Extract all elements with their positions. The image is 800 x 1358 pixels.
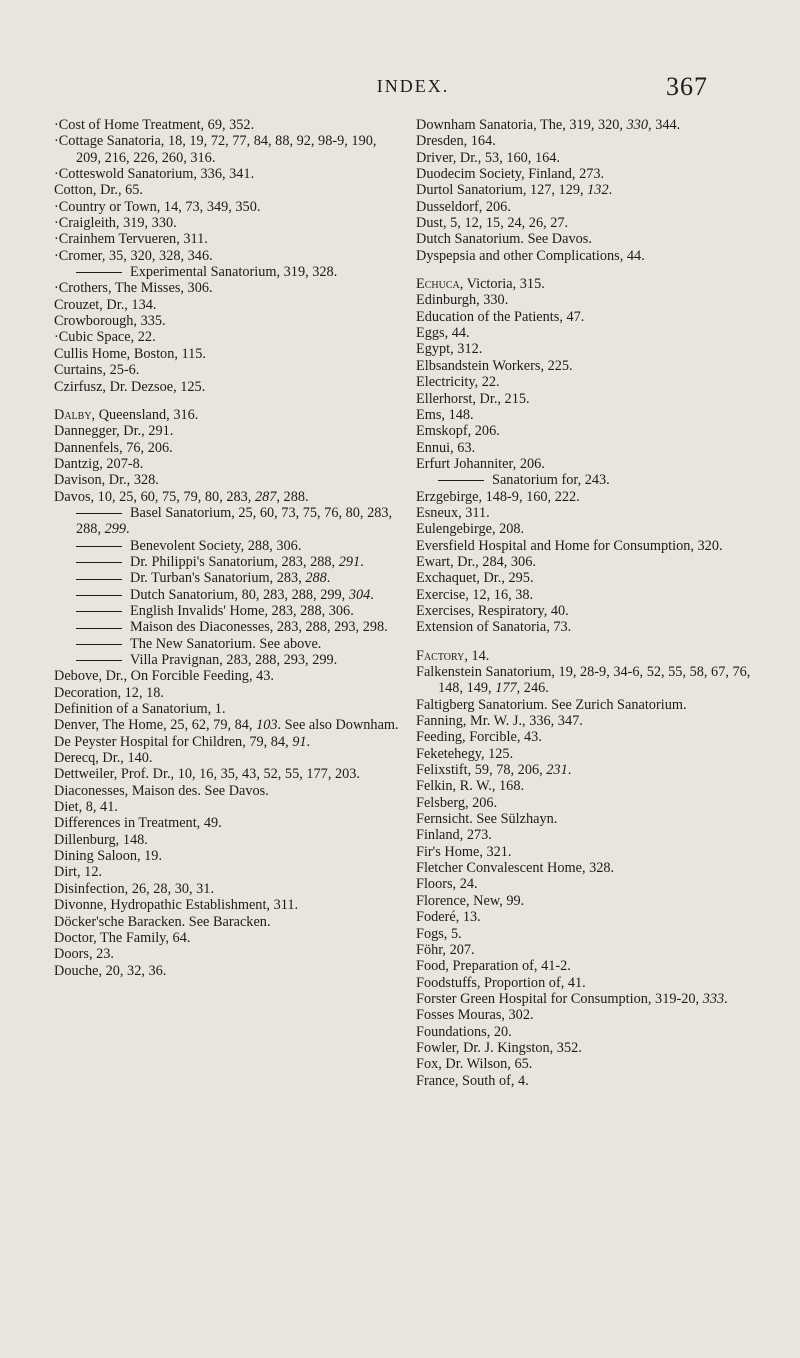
entry-text: Feeding, Forcible, 43. — [416, 729, 542, 746]
entry-text: ·Cotteswold Sanatorium, 336, 341. — [54, 166, 255, 183]
index-entry — [416, 909, 771, 925]
index-entry — [416, 117, 771, 133]
entry-tail: . — [724, 990, 728, 1007]
entry-text: Electricity, 22. — [416, 374, 500, 391]
entry-text: Elbsandstein Workers, 225. — [416, 357, 573, 374]
entry-text: Fletcher Convalescent Home, 328. — [416, 860, 615, 877]
index-entry — [54, 166, 402, 182]
index-entry — [416, 456, 771, 472]
entry-text: , Queensland, 316. — [91, 406, 199, 423]
entry-text: Decoration, 12, 18. — [54, 684, 164, 701]
index-entry — [54, 346, 402, 362]
entry-text: ·Craigleith, 319, 330. — [54, 215, 177, 232]
entry-text: Fowler, Dr. J. Kingston, 352. — [416, 1039, 582, 1056]
entry-text: Föhr, 207. — [416, 941, 475, 958]
index-entry — [416, 374, 771, 390]
index-entry — [54, 930, 402, 946]
entry-text: ·Cost of Home Treatment, 69, 352. — [54, 117, 255, 133]
index-entry — [54, 783, 402, 799]
entry-tail: , 288. — [276, 488, 309, 505]
index-entry — [54, 472, 402, 488]
entry-text: Divonne, Hydropathic Establishment, 311. — [54, 897, 299, 914]
repeat-dash — [76, 644, 122, 645]
index-entry — [416, 1056, 771, 1072]
entry-text: Dutch Sanatorium. See Davos. — [416, 231, 592, 248]
entry-text: Eversfield Hospital and Home for Consumption, 320. — [416, 537, 723, 554]
entry-text: Dining Saloon, 19. — [54, 848, 163, 865]
entry-head-smallcaps: Echuca — [416, 276, 460, 293]
index-subentry — [416, 472, 771, 488]
entry-tail: . — [567, 762, 572, 779]
index-column-left — [54, 117, 402, 979]
repeat-dash — [76, 660, 122, 661]
index-entry — [416, 975, 771, 991]
repeat-dash — [76, 611, 122, 612]
entry-text: Dr. Philippi's Sanatorium, 283, 288, — [130, 553, 339, 570]
entry-text: Crowborough, 335. — [54, 313, 166, 330]
index-entry — [54, 848, 402, 864]
index-entry — [54, 313, 402, 329]
entry-text: Felkin, R. W., 168. — [416, 778, 525, 795]
entry-text: Downham Sanatoria, The, 319, 320, — [416, 117, 627, 133]
index-entry — [416, 1073, 771, 1089]
index-entry — [54, 280, 402, 296]
entry-tail: . — [306, 733, 311, 750]
repeat-dash — [76, 628, 122, 629]
index-entry — [54, 734, 402, 750]
entry-text: De Peyster Hospital for Children, 79, 84, — [54, 733, 293, 750]
entry-text: Curtains, 25-6. — [54, 362, 140, 379]
entry-text: ·Cottage Sanatoria, 18, 19, 72, 77, 84, 88, 92, 98-9, 190, 209, 216, 226, 260, 316. — [54, 133, 377, 166]
index-entry — [54, 215, 402, 231]
entry-text: Ems, 148. — [416, 406, 474, 423]
index-entry — [54, 133, 402, 166]
index-entry — [416, 341, 771, 357]
entry-text: ·Cubic Space, 22. — [54, 329, 156, 346]
entry-tail: , 246. — [516, 680, 549, 697]
index-column-right — [416, 117, 771, 1089]
entry-page-italic: 177 — [495, 680, 517, 697]
entry-text: Douche, 20, 32, 36. — [54, 962, 167, 979]
entry-text: Dusseldorf, 206. — [416, 198, 511, 215]
entry-page-italic: 287 — [254, 488, 277, 505]
index-entry — [416, 746, 771, 762]
index-entry — [416, 603, 771, 619]
index-entry — [416, 133, 771, 149]
index-entry — [54, 881, 402, 897]
index-entry — [54, 864, 402, 880]
index-entry — [416, 554, 771, 570]
entry-text: Felixstift, 59, 78, 206, — [416, 762, 547, 779]
index-entry — [416, 1007, 771, 1023]
index-entry — [416, 844, 771, 860]
entry-text: Villa Pravignan, 283, 288, 293, 299. — [130, 652, 338, 668]
index-entry — [416, 697, 771, 713]
entry-text: ·Crainhem Tervueren, 311. — [54, 231, 208, 248]
index-entry — [54, 329, 402, 345]
index-subentry — [54, 619, 402, 635]
index-entry — [54, 231, 402, 247]
index-subentry — [54, 554, 402, 570]
entry-text: Fogs, 5. — [416, 925, 462, 942]
index-subentry — [54, 505, 402, 538]
index-entry — [54, 379, 402, 395]
index-entry — [416, 876, 771, 892]
repeat-dash — [76, 562, 122, 563]
index-entry — [416, 570, 771, 586]
entry-text: Forster Green Hospital for Consumption, 319-20, — [416, 990, 703, 1007]
index-entry — [54, 832, 402, 848]
entry-text: Dannenfels, 76, 206. — [54, 439, 173, 456]
entry-page-italic: 333 — [702, 990, 725, 1007]
entry-text: Fox, Dr. Wilson, 65. — [416, 1056, 533, 1073]
index-subentry — [54, 587, 402, 603]
entry-head-smallcaps: Dalby — [54, 406, 92, 423]
entry-text: Fanning, Mr. W. J., 336, 347. — [416, 713, 583, 730]
repeat-dash — [76, 595, 122, 596]
index-entry — [416, 391, 771, 407]
index-subentry — [54, 636, 402, 652]
entry-text: Fosses Mouras, 302. — [416, 1007, 534, 1024]
entry-page-italic: 299 — [104, 521, 127, 538]
entry-text: Dust, 5, 12, 15, 24, 26, 27. — [416, 215, 569, 232]
index-entry — [416, 215, 771, 231]
index-entry — [54, 799, 402, 815]
entry-tail: . — [360, 553, 364, 570]
index-entry — [416, 619, 771, 635]
index-entry — [416, 489, 771, 505]
entry-text: Exercise, 12, 16, 38. — [416, 586, 534, 603]
repeat-dash — [76, 579, 122, 580]
index-entry — [416, 811, 771, 827]
entry-tail: , 344. — [648, 117, 681, 133]
index-entry — [54, 489, 402, 505]
index-entry — [54, 897, 402, 913]
index-entry — [54, 685, 402, 701]
index-entry — [416, 991, 771, 1007]
entry-text: Florence, New, 99. — [416, 892, 525, 909]
index-entry — [54, 701, 402, 717]
index-entry — [416, 778, 771, 794]
page-number: 367 — [666, 72, 708, 101]
entry-tail: . See also Downham. — [277, 717, 399, 734]
entry-tail: . — [370, 586, 374, 603]
index-subentry — [54, 264, 402, 280]
entry-text: Floors, 24. — [416, 876, 478, 893]
entry-text: Doors, 23. — [54, 946, 114, 963]
entry-text: Falkenstein Sanatorium, 19, 28-9, 34-6, 52, 55, 58, 67, 76, 148, 149, — [416, 664, 751, 697]
entry-text: Felsberg, 206. — [416, 794, 498, 811]
entry-text: Duodecim Society, Finland, 273. — [416, 166, 605, 183]
entry-text: Derecq, Dr., 140. — [54, 750, 153, 767]
index-entry — [416, 762, 771, 778]
entry-text: Maison des Diaconesses, 283, 288, 293, 298. — [130, 619, 388, 636]
index-entry — [416, 276, 771, 292]
entry-text: English Invalids' Home, 283, 288, 306. — [130, 602, 354, 619]
entry-page-italic: 132 — [587, 182, 609, 199]
entry-text: Dirt, 12. — [54, 864, 103, 881]
entry-text: Education of the Patients, 47. — [416, 308, 585, 325]
entry-text: Dresden, 164. — [416, 133, 496, 150]
entry-page-italic: 330 — [626, 117, 649, 133]
index-entry — [54, 717, 402, 733]
index-entry — [416, 199, 771, 215]
index-entry — [54, 440, 402, 456]
entry-text: Doctor, The Family, 64. — [54, 929, 191, 946]
index-entry — [416, 325, 771, 341]
entry-text: Denver, The Home, 25, 62, 79, 84, — [54, 717, 257, 734]
entry-page-italic: 288 — [305, 570, 327, 587]
index-subentry — [54, 570, 402, 586]
entry-text: Experimental Sanatorium, 319, 328. — [130, 264, 338, 281]
entry-text: Erzgebirge, 148-9, 160, 222. — [416, 488, 580, 505]
entry-text: Eggs, 44. — [416, 325, 470, 342]
index-entry — [416, 248, 771, 264]
index-entry — [416, 150, 771, 166]
index-entry — [416, 166, 771, 182]
index-entry — [416, 827, 771, 843]
index-entry — [416, 1040, 771, 1056]
index-entry — [54, 815, 402, 831]
index-entry — [416, 795, 771, 811]
running-title: INDEX. — [376, 76, 450, 96]
entry-text: Ennui, 63. — [416, 439, 476, 456]
index-entry — [416, 538, 771, 554]
entry-text: Ewart, Dr., 284, 306. — [416, 553, 536, 570]
entry-text: Debove, Dr., On Forcible Feeding, 43. — [54, 668, 274, 685]
entry-page-italic: 231 — [546, 762, 568, 779]
entry-text: Dannegger, Dr., 291. — [54, 423, 174, 440]
entry-text: Emskopf, 206. — [416, 423, 500, 440]
entry-text: Dantzig, 207-8. — [54, 455, 144, 472]
index-entry — [416, 309, 771, 325]
entry-text: Diaconesses, Maison des. See Davos. — [54, 782, 269, 799]
index-entry — [416, 358, 771, 374]
index-entry — [416, 664, 771, 697]
index-entry — [416, 292, 771, 308]
index-entry — [416, 423, 771, 439]
index-subentry — [54, 603, 402, 619]
index-subentry — [54, 652, 402, 668]
index-entry — [54, 946, 402, 962]
index-entry — [54, 199, 402, 215]
index-entry — [416, 521, 771, 537]
repeat-dash — [76, 546, 122, 547]
index-entry — [416, 958, 771, 974]
index-subentry — [54, 538, 402, 554]
entry-text: Eulengebirge, 208. — [416, 521, 525, 538]
index-entry — [416, 729, 771, 745]
entry-text: Davison, Dr., 328. — [54, 472, 159, 489]
entry-text: Döcker'sche Baracken. See Baracken. — [54, 913, 271, 930]
entry-text: France, South of, 4. — [416, 1072, 529, 1089]
entry-text: Disinfection, 26, 28, 30, 31. — [54, 880, 215, 897]
index-entry — [416, 926, 771, 942]
entry-text: ·Cromer, 35, 320, 328, 346. — [54, 247, 213, 264]
entry-text: Basel Sanatorium, 25, 60, 73, 75, 76, 80, 283, 288, — [76, 504, 393, 538]
entry-text: Differences in Treatment, 49. — [54, 815, 222, 832]
entry-text: Foundations, 20. — [416, 1023, 512, 1040]
entry-text: Faltigberg Sanatorium. See Zurich Sanatorium. — [416, 696, 687, 713]
entry-text: Exercises, Respiratory, 40. — [416, 602, 569, 619]
entry-page-italic: 103 — [256, 717, 278, 734]
entry-text: Fernsicht. See Sülzhayn. — [416, 811, 558, 828]
index-entry — [416, 1024, 771, 1040]
entry-text: Dillenburg, 148. — [54, 831, 148, 848]
entry-text: Foodstuffs, Proportion of, 41. — [416, 974, 586, 991]
entry-text: Dr. Turban's Sanatorium, 283, — [130, 570, 306, 587]
entry-text: Crouzet, Dr., 134. — [54, 296, 157, 313]
index-entry — [416, 587, 771, 603]
page-header — [118, 72, 708, 108]
entry-head-smallcaps: Factory — [416, 647, 465, 664]
index-entry — [416, 893, 771, 909]
entry-text: ·Country or Town, 14, 73, 349, 350. — [54, 198, 261, 215]
index-entry — [416, 440, 771, 456]
index-entry — [416, 505, 771, 521]
entry-text: Davos, 10, 25, 60, 75, 79, 80, 283, — [54, 488, 255, 505]
entry-text: Cotton, Dr., 65. — [54, 182, 143, 199]
entry-tail: . — [126, 521, 130, 538]
entry-text: Erfurt Johanniter, 206. — [416, 455, 545, 472]
entry-page-italic: 91 — [292, 733, 307, 750]
entry-text: Benevolent Society, 288, 306. — [130, 537, 302, 554]
entry-text: Edinburgh, 330. — [416, 292, 509, 309]
entry-text: , Victoria, 315. — [459, 276, 545, 293]
entry-text: Finland, 273. — [416, 827, 492, 844]
repeat-dash — [76, 513, 122, 514]
index-entry — [54, 750, 402, 766]
index-entry — [54, 668, 402, 684]
entry-page-italic: 304 — [348, 586, 371, 603]
index-entry — [54, 407, 402, 423]
repeat-dash — [76, 272, 122, 273]
entry-text: Egypt, 312. — [416, 341, 483, 358]
index-entry — [416, 407, 771, 423]
index-entry — [416, 713, 771, 729]
entry-text: Sanatorium for, 243. — [492, 472, 610, 489]
index-entry — [416, 182, 771, 198]
entry-text: The New Sanatorium. See above. — [130, 635, 322, 652]
entry-text: Driver, Dr., 53, 160, 164. — [416, 149, 560, 166]
index-entry — [416, 231, 771, 247]
repeat-dash — [438, 480, 484, 481]
index-entry — [54, 423, 402, 439]
index-entry — [54, 914, 402, 930]
entry-text: Extension of Sanatoria, 73. — [416, 619, 572, 636]
entry-page-italic: 291 — [338, 553, 361, 570]
entry-text: Cullis Home, Boston, 115. — [54, 345, 206, 362]
entry-text: ·Crothers, The Misses, 306. — [54, 280, 213, 297]
entry-text: Ellerhorst, Dr., 215. — [416, 390, 530, 407]
index-entry — [54, 963, 402, 979]
entry-text: Dyspepsia and other Complications, 44. — [416, 247, 645, 264]
entry-text: Feketehegy, 125. — [416, 745, 514, 762]
entry-text: Diet, 8, 41. — [54, 799, 118, 816]
entry-tail: . — [608, 182, 613, 199]
entry-text: Durtol Sanatorium, 127, 129, — [416, 182, 588, 199]
entry-text: Exchaquet, Dr., 295. — [416, 570, 534, 587]
index-entry — [54, 766, 402, 782]
index-entry — [54, 297, 402, 313]
entry-text: Definition of a Sanatorium, 1. — [54, 701, 226, 718]
index-entry — [54, 248, 402, 264]
entry-text: Food, Preparation of, 41-2. — [416, 958, 571, 975]
entry-text: Czirfusz, Dr. Dezsoe, 125. — [54, 378, 206, 395]
entry-text: Foderé, 13. — [416, 909, 481, 926]
entry-text: Esneux, 311. — [416, 504, 490, 521]
index-entry — [416, 942, 771, 958]
index-entry — [416, 648, 771, 664]
index-entry — [54, 117, 402, 133]
entry-text: Dutch Sanatorium, 80, 283, 288, 299, — [130, 586, 349, 603]
entry-text: Dettweiler, Prof. Dr., 10, 16, 35, 43, 52, 55, 177, 203. — [54, 766, 360, 783]
index-entry — [54, 362, 402, 378]
entry-tail: . — [326, 570, 331, 587]
entry-text: , 14. — [464, 647, 490, 664]
entry-text: Fir's Home, 321. — [416, 843, 512, 860]
index-entry — [54, 182, 402, 198]
index-entry — [54, 456, 402, 472]
index-entry — [416, 860, 771, 876]
